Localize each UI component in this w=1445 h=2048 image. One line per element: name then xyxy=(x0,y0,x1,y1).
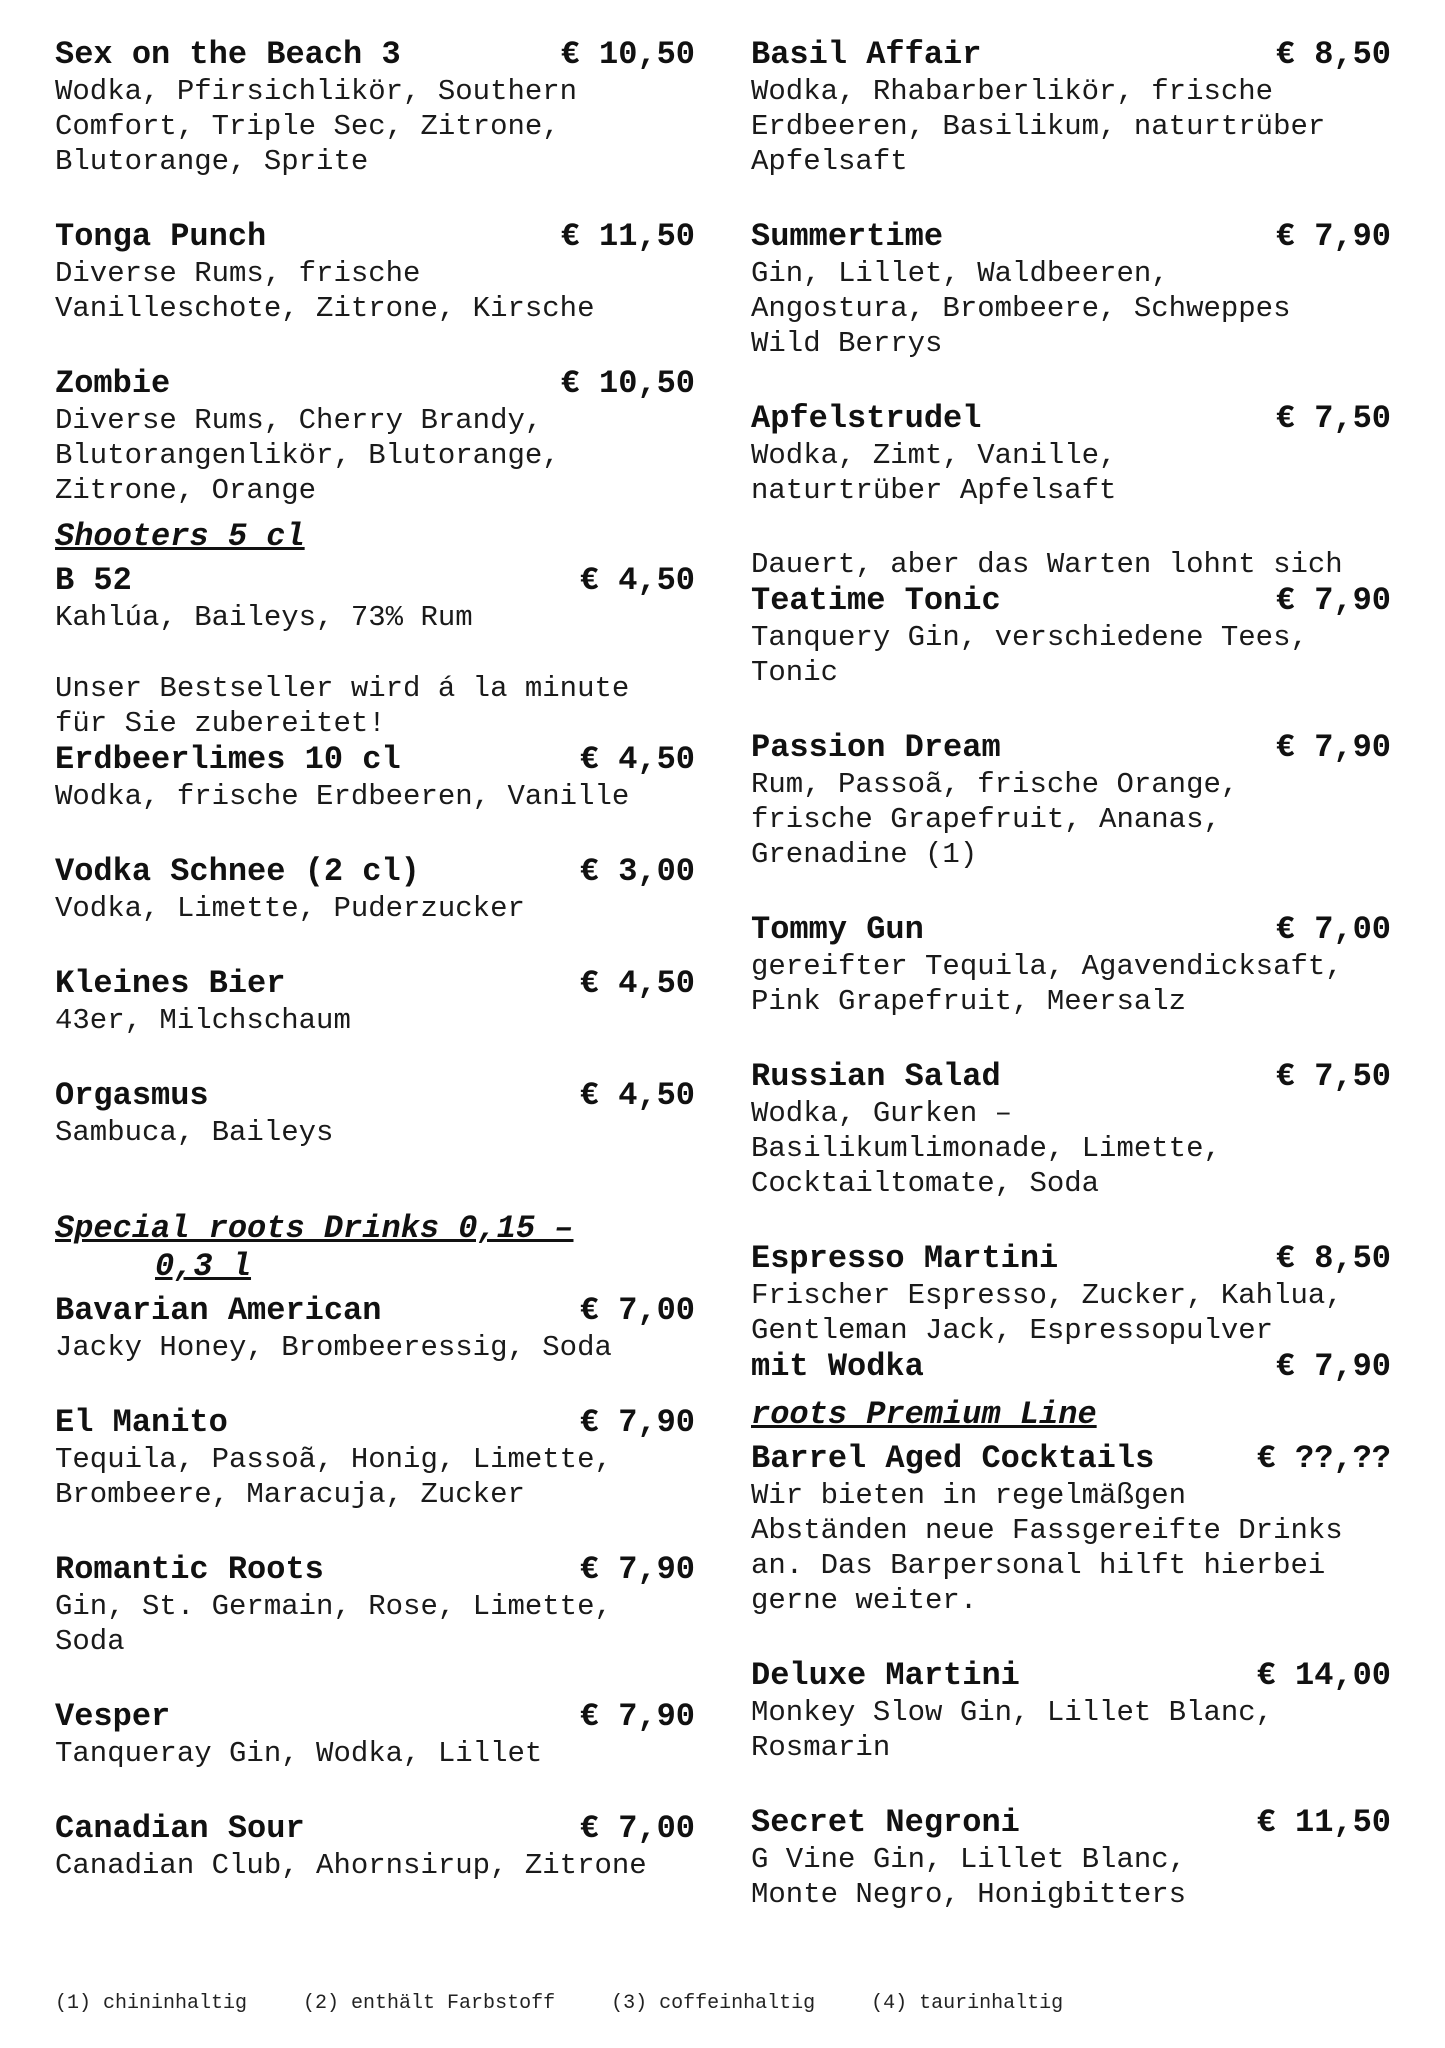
item-price: € 4,50 xyxy=(579,965,695,1002)
section-title-special xyxy=(55,1210,695,1286)
menu-item xyxy=(751,1240,1391,1348)
item-name: Tommy Gun xyxy=(751,911,924,948)
item-desc: Canadian Club, Ahornsirup, Zitrone xyxy=(55,1849,647,1882)
menu-item xyxy=(55,1292,695,1365)
item-desc: an. Das Barpersonal hilft hierbei xyxy=(751,1549,1326,1582)
menu-item xyxy=(55,218,695,326)
item-desc: Grenadine (1) xyxy=(751,838,978,871)
item-price: € 4,50 xyxy=(579,1077,695,1114)
right-column xyxy=(751,36,1391,1951)
item-name: Passion Dream xyxy=(751,729,1001,766)
wait-note: Dauert, aber das Warten lohnt sich xyxy=(751,548,1343,581)
item-price: € 7,90 xyxy=(1275,729,1391,766)
item-name: Zombie xyxy=(55,365,171,402)
menu-item xyxy=(55,1077,695,1150)
bestseller-note: für Sie zubereitet! xyxy=(55,707,386,740)
footnote: (1) chininhaltig xyxy=(55,1992,248,2015)
item-desc: Erdbeeren, Basilikum, naturtrüber xyxy=(751,110,1326,143)
item-price: € 10,50 xyxy=(560,36,695,73)
item-desc: Frischer Espresso, Zucker, Kahlua, xyxy=(751,1279,1343,1312)
item-desc: gereifter Tequila, Agavendicksaft, xyxy=(751,950,1343,983)
item-price: € 10,50 xyxy=(560,365,695,402)
item-price: € 7,90 xyxy=(579,1698,695,1735)
item-name: Sex on the Beach 3 xyxy=(55,36,401,73)
item-price: € 7,00 xyxy=(579,1292,695,1329)
item-name: Espresso Martini xyxy=(751,1240,1059,1277)
item-desc: Jacky Honey, Brombeeressig, Soda xyxy=(55,1331,612,1364)
section-title-premium: roots Premium Line xyxy=(751,1396,1097,1433)
menu-item xyxy=(55,1404,695,1512)
item-desc: Pink Grapefruit, Meersalz xyxy=(751,985,1187,1018)
item-desc: Tequila, Passoã, Honig, Limette, xyxy=(55,1443,612,1476)
item-price: € 4,50 xyxy=(579,741,695,778)
menu-item xyxy=(751,218,1391,361)
menu-item xyxy=(55,1810,695,1883)
item-desc: Rosmarin xyxy=(751,1731,891,1764)
item-price: € ??,?? xyxy=(1256,1440,1391,1477)
item-name: El Manito xyxy=(55,1404,228,1441)
item-desc: 43er, Milchschaum xyxy=(55,1004,351,1037)
item-price: € 8,50 xyxy=(1275,36,1391,73)
item-desc: Gentleman Jack, Espressopulver xyxy=(751,1314,1274,1347)
item-price: € 3,00 xyxy=(579,853,695,890)
menu-item xyxy=(751,729,1391,872)
item-name: Teatime Tonic xyxy=(751,582,1001,619)
item-name: Secret Negroni xyxy=(751,1804,1020,1841)
menu-item xyxy=(751,1058,1391,1201)
item-name: Summertime xyxy=(751,218,944,255)
item-desc: Basilikumlimonade, Limette, xyxy=(751,1132,1221,1165)
item-name: Vesper xyxy=(55,1698,171,1735)
item-desc: Tanqueray Gin, Wodka, Lillet xyxy=(55,1737,543,1770)
item-name: B 52 xyxy=(55,562,132,599)
menu-item xyxy=(55,853,695,926)
item-desc: Kahlúa, Baileys, 73% Rum xyxy=(55,601,473,634)
item-desc: Gin, Lillet, Waldbeeren, xyxy=(751,257,1169,290)
menu-item xyxy=(751,1440,1391,1618)
item-desc: Wild Berrys xyxy=(751,327,943,360)
item-name: Russian Salad xyxy=(751,1058,1001,1095)
item-desc: naturtrüber Apfelsaft xyxy=(751,474,1117,507)
item-desc: Wodka, frische Erdbeeren, Vanille xyxy=(55,780,630,813)
menu-item xyxy=(55,741,695,814)
item-price: € 11,50 xyxy=(1256,1804,1391,1841)
item-desc: Soda xyxy=(55,1625,125,1658)
item-desc: Wir bieten in regelmäßgen xyxy=(751,1479,1187,1512)
item-desc: Zitrone, Orange xyxy=(55,474,317,507)
item-desc: Apfelsaft xyxy=(751,145,908,178)
menu-item xyxy=(751,1657,1391,1765)
item-name: Erdbeerlimes 10 cl xyxy=(55,741,401,778)
item-desc: Gin, St. Germain, Rose, Limette, xyxy=(55,1590,612,1623)
section-title-line: 0,3 l xyxy=(155,1248,252,1285)
item-desc: Vanilleschote, Zitrone, Kirsche xyxy=(55,292,595,325)
item-name: Barrel Aged Cocktails xyxy=(751,1440,1155,1477)
item-desc: Tonic xyxy=(751,656,839,689)
item-price: € 7,00 xyxy=(579,1810,695,1847)
footnote: (4) taurinhaltig xyxy=(871,1992,1064,2015)
item-desc: Vodka, Limette, Puderzucker xyxy=(55,892,525,925)
item-name: Tonga Punch xyxy=(55,218,267,255)
item-desc: Brombeere, Maracuja, Zucker xyxy=(55,1478,525,1511)
footnote: (2) enthält Farbstoff xyxy=(303,1992,556,2015)
bestseller-note: Unser Bestseller wird á la minute xyxy=(55,672,630,705)
item-price: € 8,50 xyxy=(1275,1240,1391,1277)
menu-item-variant xyxy=(751,1348,1391,1386)
item-name: mit Wodka xyxy=(751,1348,924,1385)
menu-item xyxy=(55,965,695,1038)
item-name: Canadian Sour xyxy=(55,1810,305,1847)
left-column xyxy=(55,36,695,1922)
item-price: € 7,90 xyxy=(1275,582,1391,619)
item-price: € 11,50 xyxy=(560,218,695,255)
item-desc: G Vine Gin, Lillet Blanc, xyxy=(751,1843,1187,1876)
item-desc: Diverse Rums, Cherry Brandy, xyxy=(55,404,543,437)
item-name: Basil Affair xyxy=(751,36,982,73)
footnotes xyxy=(55,1992,1063,2015)
menu-item xyxy=(751,1804,1391,1912)
footnote: (3) coffeinhaltig xyxy=(611,1992,816,2015)
item-price: € 7,00 xyxy=(1275,911,1391,948)
menu-item xyxy=(55,1698,695,1771)
item-price: € 7,90 xyxy=(579,1551,695,1588)
item-desc: Angostura, Brombeere, Schweppes xyxy=(751,292,1291,325)
item-name: Romantic Roots xyxy=(55,1551,324,1588)
menu-item xyxy=(55,562,695,635)
item-price: € 14,00 xyxy=(1256,1657,1391,1694)
menu-item xyxy=(55,365,695,508)
menu-item xyxy=(751,400,1391,508)
item-desc: Wodka, Zimt, Vanille, xyxy=(751,439,1117,472)
item-name: Bavarian American xyxy=(55,1292,382,1329)
item-desc: Diverse Rums, frische xyxy=(55,257,421,290)
item-name: Orgasmus xyxy=(55,1077,209,1114)
item-desc: gerne weiter. xyxy=(751,1584,978,1617)
item-desc: Monte Negro, Honigbitters xyxy=(751,1878,1187,1911)
menu-item xyxy=(55,1551,695,1659)
item-desc: Blutorangenlikör, Blutorange, xyxy=(55,439,560,472)
item-desc: Wodka, Rhabarberlikör, frische xyxy=(751,75,1274,108)
item-price: € 4,50 xyxy=(579,562,695,599)
menu-item xyxy=(751,36,1391,179)
item-price: € 7,90 xyxy=(579,1404,695,1441)
item-price: € 7,90 xyxy=(1275,218,1391,255)
section-title-line: Special roots Drinks 0,15 – xyxy=(55,1210,574,1247)
item-desc: Blutorange, Sprite xyxy=(55,145,369,178)
item-desc: Wodka, Pfirsichlikör, Southern xyxy=(55,75,578,108)
item-desc: frische Grapefruit, Ananas, xyxy=(751,803,1221,836)
menu-item xyxy=(751,582,1391,690)
item-price: € 7,50 xyxy=(1275,1058,1391,1095)
item-desc: Monkey Slow Gin, Lillet Blanc, xyxy=(751,1696,1274,1729)
item-desc: Abständen neue Fassgereifte Drinks xyxy=(751,1514,1343,1547)
item-desc: Sambuca, Baileys xyxy=(55,1116,334,1149)
section-title-shooters: Shooters 5 cl xyxy=(55,518,305,555)
item-desc: Wodka, Gurken – xyxy=(751,1097,1013,1130)
item-name: Apfelstrudel xyxy=(751,400,982,437)
menu-item xyxy=(751,911,1391,1019)
item-name: Deluxe Martini xyxy=(751,1657,1020,1694)
item-desc: Cocktailtomate, Soda xyxy=(751,1167,1100,1200)
item-price: € 7,50 xyxy=(1275,400,1391,437)
item-desc: Rum, Passoã, frische Orange, xyxy=(751,768,1239,801)
item-name: Kleines Bier xyxy=(55,965,286,1002)
menu-item xyxy=(55,36,695,179)
item-name: Vodka Schnee (2 cl) xyxy=(55,853,420,890)
item-desc: Comfort, Triple Sec, Zitrone, xyxy=(55,110,560,143)
item-price: € 7,90 xyxy=(1275,1348,1391,1385)
item-desc: Tanquery Gin, verschiedene Tees, xyxy=(751,621,1308,654)
